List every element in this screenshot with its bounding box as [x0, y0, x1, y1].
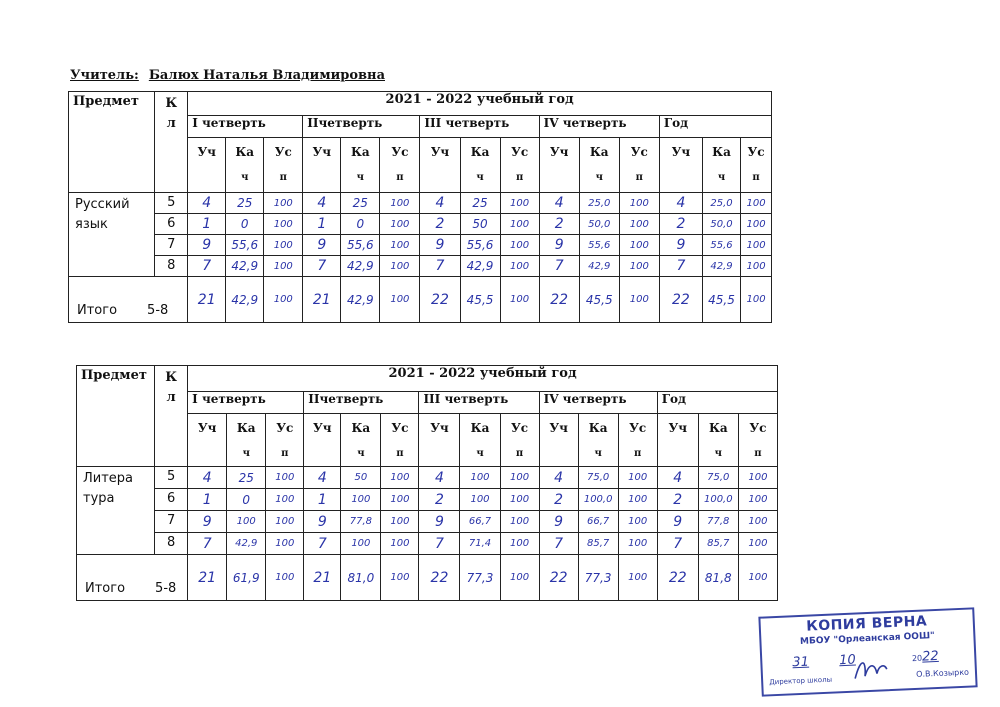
- grade-cell: 8: [155, 533, 188, 555]
- total-cell: 45,5: [703, 277, 741, 323]
- value-cell: 50: [341, 467, 381, 489]
- total-cell: 22: [420, 277, 460, 323]
- value-cell: 2: [539, 489, 578, 511]
- column-header-line1: Уч: [668, 421, 687, 435]
- value-cell: 50,0: [703, 214, 741, 235]
- total-cell: 77,3: [578, 555, 618, 601]
- total-cell: 22: [659, 277, 702, 323]
- total-cell: 42,9: [226, 277, 264, 323]
- column-header-line1: Уч: [671, 145, 691, 159]
- value-cell: 25,0: [703, 193, 741, 214]
- grade-cell: 7: [155, 511, 188, 533]
- column-header-line1: Ус: [629, 421, 647, 435]
- value-cell: 25: [226, 193, 264, 214]
- column-header-line2: ч: [357, 448, 365, 459]
- value-cell: 100: [618, 467, 657, 489]
- value-cell: 100: [500, 489, 539, 511]
- total-label: Итого 5-8: [69, 277, 188, 323]
- column-header-line2: ч: [595, 172, 603, 183]
- column-header-kach: [703, 138, 741, 193]
- column-header-line1: Уч: [312, 145, 332, 159]
- value-cell: 75,0: [698, 467, 738, 489]
- value-cell: 42,9: [227, 533, 266, 555]
- column-header-line1: Уч: [430, 421, 449, 435]
- value-cell: 100: [380, 193, 420, 214]
- total-label: Итого 5-8: [77, 555, 188, 601]
- value-cell: 100: [738, 511, 777, 533]
- value-cell: 1: [303, 214, 341, 235]
- value-cell: 9: [304, 511, 341, 533]
- class-header-l: л: [166, 390, 176, 405]
- value-cell: 7: [303, 256, 341, 277]
- teacher-line: [70, 68, 385, 83]
- total-cell: 100: [738, 555, 777, 601]
- value-cell: 7: [657, 533, 698, 555]
- column-header-uch: [539, 138, 579, 193]
- value-cell: 4: [303, 193, 341, 214]
- total-cell: 22: [657, 555, 698, 601]
- column-header-line2: ч: [356, 172, 364, 183]
- teacher-label: Учитель:: [70, 68, 139, 83]
- stamp-director: О.В.Козырко: [915, 667, 970, 679]
- value-cell: 100: [381, 467, 419, 489]
- value-cell: 9: [188, 235, 226, 256]
- signature-icon: [850, 653, 891, 685]
- value-cell: 42,9: [341, 256, 380, 277]
- value-cell: 0: [226, 214, 264, 235]
- value-cell: 100: [741, 214, 772, 235]
- value-cell: 75,0: [578, 467, 618, 489]
- column-header-line2: п: [396, 172, 404, 183]
- total-cell: 42,9: [341, 277, 380, 323]
- column-header-usp: [619, 138, 659, 193]
- value-cell: 100: [741, 193, 772, 214]
- column-header-line2: ч: [241, 172, 249, 183]
- total-cell: 100: [380, 277, 420, 323]
- total-cell: 100: [500, 555, 539, 601]
- year-header: 2021 - 2022 учебный год: [188, 366, 778, 392]
- subject-name-part2: тура: [83, 491, 115, 506]
- value-cell: 4: [657, 467, 698, 489]
- value-cell: 100: [380, 235, 420, 256]
- column-header-usp: [741, 138, 772, 193]
- class-header: [155, 366, 188, 467]
- value-cell: 42,9: [460, 256, 500, 277]
- column-header-line1: Уч: [197, 145, 216, 159]
- value-cell: 2: [420, 214, 460, 235]
- value-cell: 100: [619, 235, 659, 256]
- value-cell: 9: [420, 235, 460, 256]
- year-total-header: Год: [659, 116, 771, 138]
- column-header-uch: [420, 138, 460, 193]
- value-cell: 100: [381, 511, 419, 533]
- column-header-line1: Ка: [235, 145, 255, 159]
- column-header-line1: Ка: [712, 145, 731, 159]
- value-cell: 42,9: [703, 256, 741, 277]
- class-header-l: л: [166, 116, 176, 131]
- value-cell: 25: [341, 193, 380, 214]
- class-header-k: К: [165, 370, 178, 385]
- column-header-line2: ч: [714, 448, 722, 459]
- value-cell: 100: [500, 467, 539, 489]
- value-cell: 85,7: [698, 533, 738, 555]
- column-header-usp: [266, 414, 304, 467]
- value-cell: 100: [341, 533, 381, 555]
- value-cell: 100: [264, 235, 303, 256]
- value-cell: 50,0: [579, 214, 619, 235]
- column-header-line1: Ус: [749, 421, 767, 435]
- column-header-line2: п: [396, 448, 404, 459]
- column-header-kach: [460, 138, 500, 193]
- value-cell: 100: [266, 533, 304, 555]
- value-cell: 42,9: [226, 256, 264, 277]
- quarter-2-header: IIчетверть: [303, 116, 420, 138]
- value-cell: 4: [539, 467, 578, 489]
- grade-cell: 5: [155, 193, 188, 214]
- total-cell: 100: [619, 277, 659, 323]
- stamp-org: МБОУ "Орлеанская ООШ": [799, 631, 936, 647]
- value-cell: 100: [381, 489, 419, 511]
- column-header-line1: Ка: [470, 421, 490, 435]
- value-cell: 25,0: [579, 193, 619, 214]
- value-cell: 7: [420, 256, 460, 277]
- class-header-k: К: [165, 96, 178, 111]
- column-header-line1: Уч: [197, 421, 217, 435]
- total-cell: 100: [381, 555, 419, 601]
- value-cell: 55,6: [703, 235, 741, 256]
- quarter-3-header: III четверть: [419, 392, 539, 414]
- grade-cell: 5: [155, 467, 188, 489]
- value-cell: 77,8: [341, 511, 381, 533]
- column-header-line2: п: [281, 448, 289, 459]
- column-header-kach: [226, 138, 264, 193]
- total-cell: 21: [188, 277, 226, 323]
- stamp-title: КОПИЯ ВЕРНА: [805, 613, 928, 635]
- value-cell: 66,7: [578, 511, 618, 533]
- stamp-date: 31 10 2022: [792, 648, 939, 671]
- subject-header: Предмет: [69, 92, 155, 193]
- value-cell: 4: [304, 467, 341, 489]
- value-cell: 25: [227, 467, 266, 489]
- value-cell: 50: [460, 214, 500, 235]
- column-header-usp: [738, 414, 777, 467]
- value-cell: 55,6: [226, 235, 264, 256]
- quarter-3-header: III четверть: [420, 116, 539, 138]
- column-header-line1: Ка: [588, 421, 608, 435]
- value-cell: 2: [539, 214, 579, 235]
- value-cell: 100: [618, 489, 657, 511]
- column-header-line1: Ус: [391, 145, 409, 159]
- column-header-usp: [264, 138, 303, 193]
- column-header-line1: Уч: [430, 145, 450, 159]
- total-cell: 100: [500, 277, 539, 323]
- grade-cell: 7: [155, 235, 188, 256]
- value-cell: 9: [188, 511, 227, 533]
- grade-cell: 6: [155, 214, 188, 235]
- total-cell: 100: [264, 277, 303, 323]
- column-header-line1: Ка: [589, 145, 609, 159]
- column-header-line1: Ка: [351, 421, 371, 435]
- total-cell: 21: [304, 555, 341, 601]
- value-cell: 100: [741, 256, 772, 277]
- value-cell: 9: [419, 511, 460, 533]
- column-header-line1: Ус: [391, 421, 409, 435]
- column-header-kach: [227, 414, 266, 467]
- column-header-line2: п: [279, 172, 287, 183]
- value-cell: 100: [500, 214, 539, 235]
- column-header-usp: [380, 138, 420, 193]
- column-header-line2: ч: [594, 448, 602, 459]
- value-cell: 100: [618, 533, 657, 555]
- column-header-line2: ч: [242, 448, 250, 459]
- value-cell: 2: [419, 489, 460, 511]
- value-cell: 4: [420, 193, 460, 214]
- value-cell: 55,6: [341, 235, 380, 256]
- column-header-line1: Уч: [549, 145, 569, 159]
- column-header-line2: ч: [476, 172, 484, 183]
- column-header-line1: Ус: [511, 421, 529, 435]
- total-cell: 100: [741, 277, 772, 323]
- column-header-uch: [303, 138, 341, 193]
- value-cell: 4: [659, 193, 702, 214]
- value-cell: 100: [264, 214, 303, 235]
- total-cell: 22: [539, 555, 578, 601]
- column-header-usp: [381, 414, 419, 467]
- value-cell: 100: [264, 256, 303, 277]
- column-header-line2: ч: [717, 172, 726, 183]
- value-cell: 100: [381, 533, 419, 555]
- column-header-line2: п: [752, 172, 760, 183]
- value-cell: 2: [659, 214, 702, 235]
- value-cell: 42,9: [579, 256, 619, 277]
- value-cell: 0: [227, 489, 266, 511]
- value-cell: 7: [304, 533, 341, 555]
- column-header-uch: [304, 414, 341, 467]
- value-cell: 9: [539, 235, 579, 256]
- quarter-1-header: I четверть: [188, 116, 303, 138]
- subject-name: [77, 467, 155, 555]
- value-cell: 100: [619, 193, 659, 214]
- total-cell: 21: [303, 277, 341, 323]
- value-cell: 7: [188, 256, 226, 277]
- column-header-usp: [618, 414, 657, 467]
- total-cell: 81,0: [341, 555, 381, 601]
- value-cell: 100: [500, 193, 539, 214]
- subject-name: Русский язык: [69, 193, 155, 277]
- value-cell: 9: [659, 235, 702, 256]
- value-cell: 7: [539, 256, 579, 277]
- value-cell: 100: [380, 214, 420, 235]
- value-cell: 71,4: [460, 533, 500, 555]
- total-cell: 77,3: [460, 555, 500, 601]
- subject-header: Предмет: [77, 366, 155, 467]
- column-header-uch: [659, 138, 702, 193]
- column-header-line1: Ка: [470, 145, 490, 159]
- quarter-4-header: IV четверть: [539, 116, 659, 138]
- value-cell: 9: [657, 511, 698, 533]
- value-cell: 100: [738, 533, 777, 555]
- value-cell: 1: [304, 489, 341, 511]
- value-cell: 7: [419, 533, 460, 555]
- value-cell: 100: [741, 235, 772, 256]
- grade-cell: 8: [155, 256, 188, 277]
- year-header: 2021 - 2022 учебный год: [188, 92, 772, 116]
- value-cell: 77,8: [698, 511, 738, 533]
- value-cell: 2: [657, 489, 698, 511]
- column-header-line1: Ус: [511, 145, 529, 159]
- column-header-kach: [460, 414, 500, 467]
- value-cell: 100: [500, 235, 539, 256]
- value-cell: 100: [341, 489, 381, 511]
- value-cell: 100: [227, 511, 266, 533]
- column-header-line2: п: [635, 172, 643, 183]
- subject-name-part1: Литера: [83, 471, 134, 486]
- value-cell: 7: [539, 533, 578, 555]
- column-header-kach: [341, 414, 381, 467]
- quarter-4-header: IV четверть: [539, 392, 657, 414]
- column-header-kach: [698, 414, 738, 467]
- column-header-line1: Ус: [274, 145, 292, 159]
- column-header-kach: [578, 414, 618, 467]
- total-cell: 21: [188, 555, 227, 601]
- column-header-line1: Ус: [276, 421, 294, 435]
- value-cell: 55,6: [460, 235, 500, 256]
- value-cell: 9: [303, 235, 341, 256]
- column-header-uch: [188, 414, 227, 467]
- column-header-kach: [579, 138, 619, 193]
- column-header-uch: [539, 414, 578, 467]
- value-cell: 66,7: [460, 511, 500, 533]
- value-cell: 0: [341, 214, 380, 235]
- value-cell: 100: [266, 489, 304, 511]
- value-cell: 100: [738, 489, 777, 511]
- value-cell: 4: [188, 193, 226, 214]
- column-header-usp: [500, 138, 539, 193]
- value-cell: 100: [264, 193, 303, 214]
- column-header-line2: п: [515, 172, 524, 183]
- value-cell: 100: [619, 256, 659, 277]
- grade-cell: 6: [155, 489, 188, 511]
- certification-stamp: [758, 607, 977, 696]
- grades-table-literature: [76, 365, 778, 601]
- column-header-line1: Уч: [313, 421, 332, 435]
- grades-table-russian: [68, 91, 772, 323]
- total-cell: 100: [266, 555, 304, 601]
- value-cell: 55,6: [579, 235, 619, 256]
- total-cell: 45,5: [460, 277, 500, 323]
- column-header-line1: Уч: [549, 421, 568, 435]
- value-cell: 25: [460, 193, 500, 214]
- total-cell: 45,5: [579, 277, 619, 323]
- value-cell: 100: [738, 467, 777, 489]
- value-cell: 100: [618, 511, 657, 533]
- column-header-uch: [188, 138, 226, 193]
- total-cell: 100: [618, 555, 657, 601]
- value-cell: 1: [188, 214, 226, 235]
- value-cell: 100: [380, 256, 420, 277]
- value-cell: 100,0: [698, 489, 738, 511]
- year-total-header: Год: [657, 392, 777, 414]
- column-header-usp: [500, 414, 539, 467]
- value-cell: 1: [188, 489, 227, 511]
- value-cell: 100: [500, 533, 539, 555]
- column-header-line1: Ка: [350, 145, 370, 159]
- total-cell: 81,8: [698, 555, 738, 601]
- total-cell: 22: [419, 555, 460, 601]
- class-header: [155, 92, 188, 193]
- column-header-line1: Ус: [747, 145, 765, 159]
- value-cell: 100: [500, 511, 539, 533]
- value-cell: 100,0: [578, 489, 618, 511]
- value-cell: 7: [188, 533, 227, 555]
- value-cell: 100: [619, 214, 659, 235]
- value-cell: 100: [266, 467, 304, 489]
- column-header-line2: ч: [476, 448, 484, 459]
- value-cell: 7: [659, 256, 702, 277]
- column-header-kach: [341, 138, 380, 193]
- value-cell: 4: [539, 193, 579, 214]
- quarter-2-header: IIчетверть: [304, 392, 419, 414]
- value-cell: 100: [460, 489, 500, 511]
- quarter-1-header: I четверть: [188, 392, 304, 414]
- column-header-line1: Ка: [708, 421, 728, 435]
- total-cell: 61,9: [227, 555, 266, 601]
- value-cell: 100: [500, 256, 539, 277]
- column-header-line2: п: [515, 448, 524, 459]
- value-cell: 100: [460, 467, 500, 489]
- value-cell: 9: [539, 511, 578, 533]
- column-header-line2: п: [754, 448, 762, 459]
- column-header-line2: п: [634, 448, 642, 459]
- column-header-line1: Ус: [630, 145, 648, 159]
- teacher-name: Балюх Наталья Владимировна: [148, 68, 385, 83]
- column-header-uch: [419, 414, 460, 467]
- column-header-line1: Ка: [236, 421, 256, 435]
- total-cell: 22: [539, 277, 579, 323]
- value-cell: 85,7: [578, 533, 618, 555]
- value-cell: 4: [419, 467, 460, 489]
- column-header-uch: [657, 414, 698, 467]
- value-cell: 4: [188, 467, 227, 489]
- stamp-role: Директор школы: [769, 675, 833, 687]
- value-cell: 100: [266, 511, 304, 533]
